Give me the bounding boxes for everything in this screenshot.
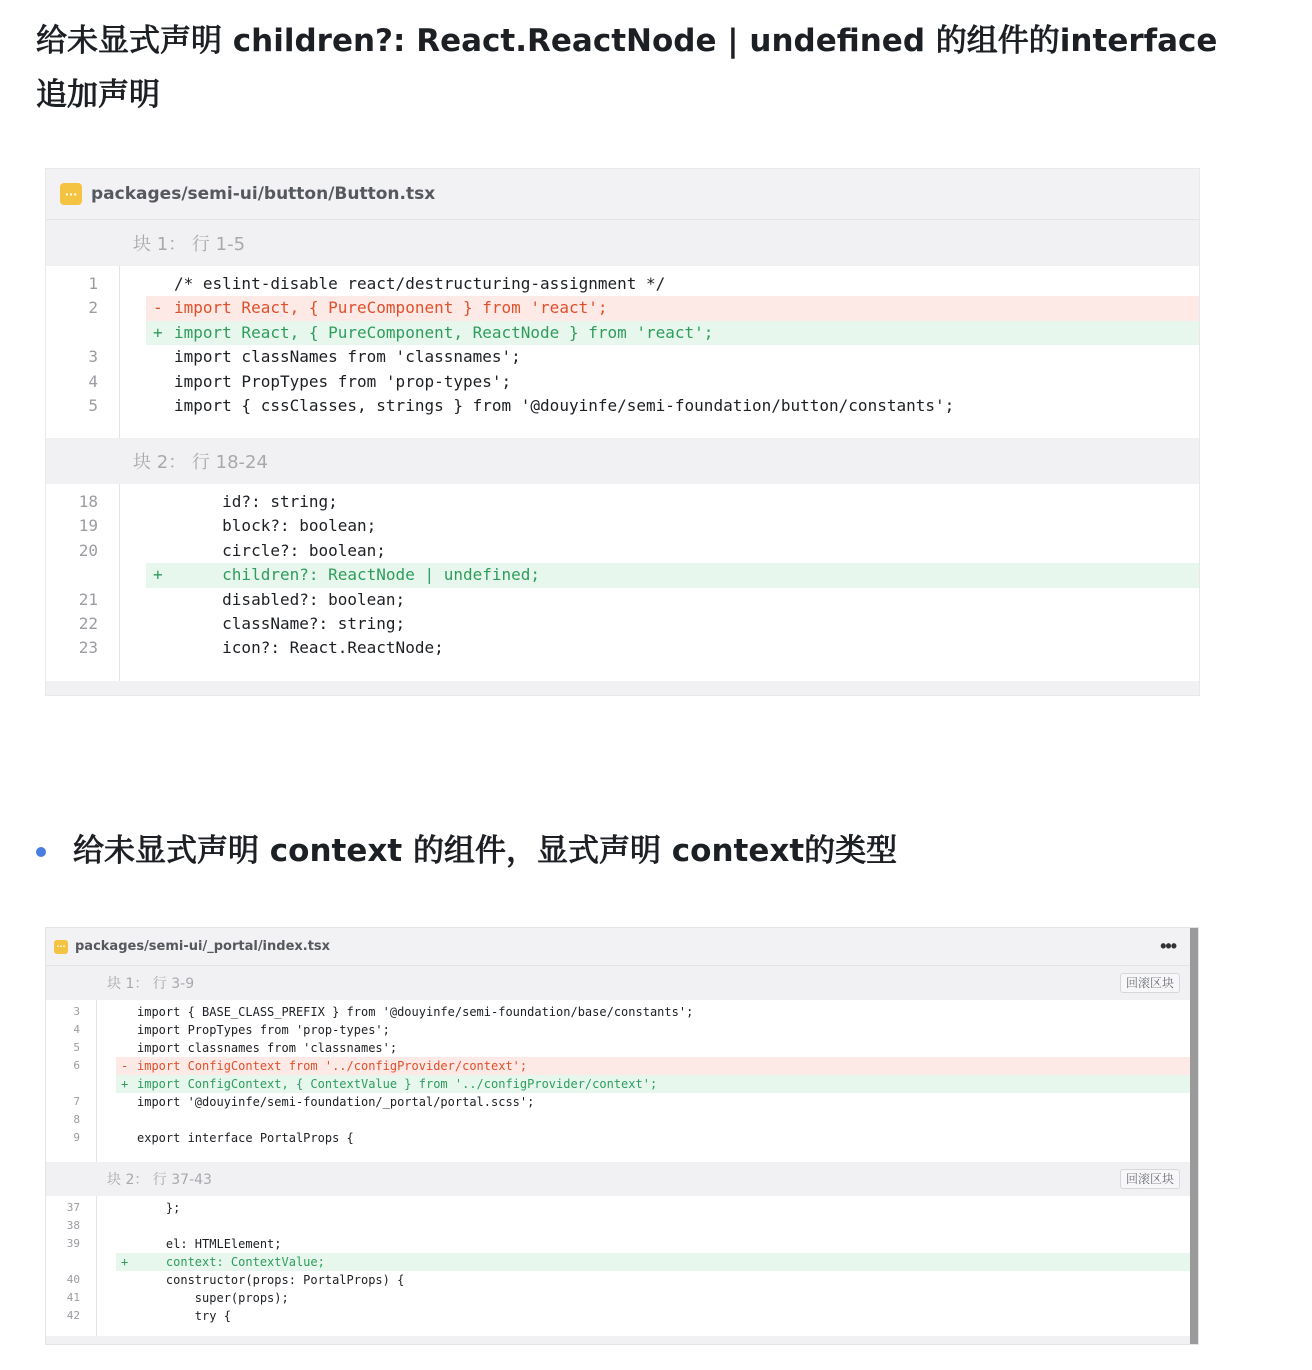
- code-text: import { cssClasses, strings } from '@douyinfe/semi-foundation/button/constants';: [174, 396, 955, 415]
- diff-marker: +: [153, 565, 163, 585]
- code-text: block?: boolean;: [174, 516, 377, 536]
- line-number: 41: [66, 1291, 80, 1304]
- code-line: [46, 1199, 1198, 1217]
- diff-panel-portal: [45, 927, 1199, 1345]
- code-text: children?: ReactNode | undefined;: [174, 565, 541, 585]
- line-number: 2: [88, 298, 98, 318]
- panel-footer: [46, 1336, 1198, 1344]
- code-text: icon?: React.ReactNode;: [174, 638, 444, 658]
- added-line: [46, 1075, 1198, 1093]
- code-text: import PropTypes from 'prop-types';: [174, 371, 512, 391]
- line-number: 4: [88, 371, 98, 391]
- bullet-item: [36, 826, 897, 876]
- code-text: /* eslint-disable react/destructuring-assignment */: [174, 274, 666, 293]
- code-line: [46, 1003, 1198, 1021]
- diff-marker: +: [121, 1077, 129, 1091]
- line-number: 18: [78, 492, 98, 511]
- code-line: [46, 612, 1199, 636]
- code-line: [46, 1307, 1198, 1325]
- line-number: 9: [73, 1131, 80, 1144]
- line-number: 39: [66, 1237, 80, 1250]
- panel-footer: [46, 681, 1199, 695]
- code-line: [46, 514, 1199, 538]
- hunk-label: 块 1： 行 3-9: [107, 976, 195, 992]
- line-number: 7: [73, 1095, 80, 1108]
- code-text: el: HTMLElement;: [137, 1237, 282, 1251]
- heading-line-1: 给未显式声明 children?: React.ReactNode | undefined 的组件的interface: [36, 23, 1218, 59]
- hunk-label: 块 2： 行 37-43: [107, 1172, 212, 1188]
- vertical-scrollbar[interactable]: [1190, 928, 1198, 1344]
- line-number: 4: [73, 1023, 80, 1036]
- code-line: [46, 490, 1199, 514]
- code-text: super(props);: [137, 1291, 289, 1305]
- diff-marker: -: [153, 298, 163, 318]
- code-line: [46, 1129, 1198, 1147]
- hunk-label: 块 1： 行 1-5: [133, 234, 246, 255]
- diff-marker: -: [121, 1059, 129, 1073]
- code-line: [46, 272, 1199, 296]
- code-text: import '@douyinfe/semi-foundation/_portal/portal.scss';: [137, 1095, 535, 1109]
- line-number: 37: [66, 1201, 80, 1214]
- deleted-line: [46, 1057, 1198, 1075]
- code-line: [46, 394, 1199, 418]
- added-line: [46, 321, 1199, 345]
- file-path: packages/semi-ui/_portal/index.tsx: [75, 939, 331, 954]
- line-number: 23: [78, 638, 98, 658]
- code-text: import { BASE_CLASS_PREFIX } from '@douyinfe/semi-foundation/base/constants';: [137, 1005, 694, 1019]
- code-line: [46, 1111, 1198, 1129]
- code-text: import classnames from 'classnames';: [137, 1041, 398, 1055]
- line-number: 20: [78, 540, 98, 560]
- code-line: [46, 370, 1199, 394]
- code-line: [46, 636, 1199, 660]
- diff-panel-button: [45, 168, 1200, 696]
- diff-marker: +: [153, 322, 163, 342]
- line-number: 8: [73, 1113, 80, 1126]
- file-header[interactable]: [46, 169, 1199, 220]
- code-text: export interface PortalProps {: [137, 1131, 354, 1145]
- bullet-dot: [36, 847, 46, 857]
- code-line: [46, 1021, 1198, 1039]
- code-text: import ConfigContext, { ContextValue } from '../configProvider/context';: [137, 1077, 658, 1091]
- file-path: packages/semi-ui/button/Button.tsx: [91, 184, 436, 204]
- code-text: disabled?: boolean;: [174, 589, 406, 609]
- code-text: circle?: boolean;: [174, 540, 386, 560]
- hunk-label: 块 2： 行 18-24: [133, 452, 268, 473]
- hunk-header-1: [46, 220, 1199, 266]
- code-line: [46, 1235, 1198, 1253]
- line-number: 3: [88, 347, 98, 367]
- code-text: constructor(props: PortalProps) {: [137, 1273, 405, 1287]
- line-number: 1: [88, 274, 98, 293]
- code-text: import React, { PureComponent } from 'react';: [174, 298, 608, 318]
- code-text: context: ContextValue;: [137, 1255, 325, 1269]
- line-number: 38: [66, 1219, 80, 1232]
- revert-hunk-button[interactable]: 回滚区块: [1120, 973, 1180, 993]
- code-text: import React, { PureComponent, ReactNode } from 'react';: [174, 322, 714, 342]
- code-text: import PropTypes from 'prop-types';: [137, 1023, 390, 1037]
- code-text: };: [137, 1201, 181, 1215]
- deleted-line: [46, 296, 1199, 320]
- line-number: 22: [78, 614, 98, 633]
- line-number: 42: [66, 1309, 80, 1322]
- file-header[interactable]: [46, 928, 1198, 966]
- heading-line-2: 追加声明: [36, 77, 160, 113]
- hunk-header-2: [46, 438, 1199, 484]
- code-line: [46, 1289, 1198, 1307]
- line-number: 19: [78, 516, 98, 536]
- section-heading: [36, 14, 1276, 122]
- hunk-header-2: [46, 1162, 1198, 1196]
- code-text: try {: [137, 1309, 231, 1323]
- line-number: 5: [88, 396, 98, 415]
- hunk-header-1: [46, 966, 1198, 1000]
- more-options-icon[interactable]: •••: [1160, 936, 1176, 956]
- revert-hunk-button[interactable]: 回滚区块: [1120, 1169, 1180, 1189]
- code-line: [46, 588, 1199, 612]
- code-text: import classNames from 'classnames';: [174, 347, 521, 367]
- bullet-text: 给未显式声明 context 的组件，显式声明 context的类型: [73, 833, 898, 869]
- diff-marker: +: [121, 1255, 129, 1269]
- added-line: [46, 563, 1199, 587]
- code-line: [46, 1217, 1198, 1235]
- line-number: 5: [73, 1041, 80, 1054]
- line-number: 3: [73, 1005, 80, 1018]
- code-line: [46, 539, 1199, 563]
- code-text: import ConfigContext from '../configProvider/context';: [137, 1059, 528, 1073]
- code-line: [46, 345, 1199, 369]
- line-number: 6: [73, 1059, 80, 1072]
- code-line: [46, 1039, 1198, 1057]
- code-text: id?: string;: [174, 492, 338, 511]
- more-icon: ···: [60, 183, 82, 205]
- more-icon: ···: [54, 940, 68, 954]
- line-number: 21: [78, 589, 98, 609]
- code-text: className?: string;: [174, 614, 406, 633]
- code-line: [46, 1093, 1198, 1111]
- line-number: 40: [66, 1273, 80, 1286]
- code-line: [46, 1271, 1198, 1289]
- added-line: [46, 1253, 1198, 1271]
